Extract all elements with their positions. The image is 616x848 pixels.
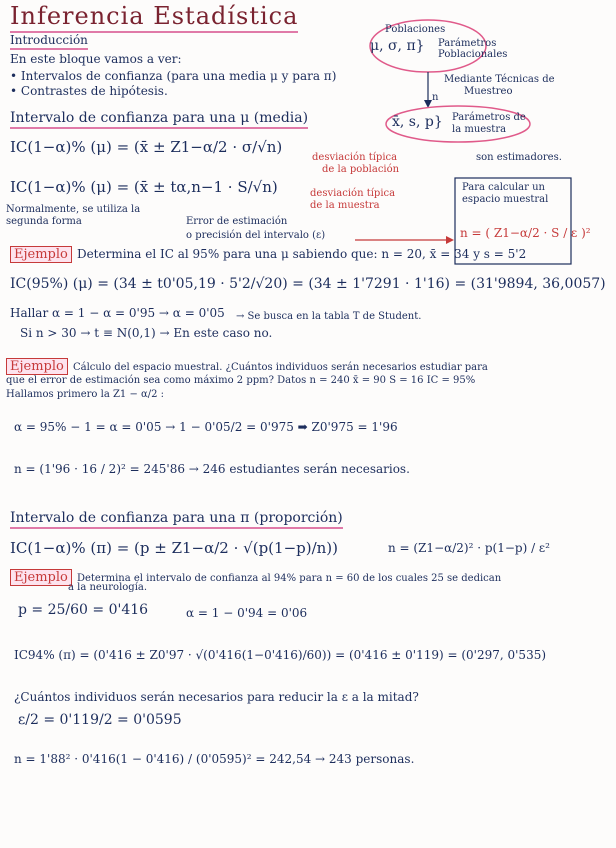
section-heading-proportion: Intervalo de confianza para una π (proporción) bbox=[10, 510, 343, 529]
example-text: Cálculo del espacio muestral. ¿Cuántos individuos serán necesarios estudiar para bbox=[72, 362, 488, 373]
sampling-label: Mediante Técnicas de bbox=[444, 74, 555, 85]
n-label: n bbox=[432, 92, 439, 103]
intro-item: • Contrastes de hipótesis. bbox=[10, 84, 168, 98]
estimators-note: son estimadores. bbox=[476, 152, 562, 163]
example-3-ic: IC94% (π) = (0'416 ± Z0'97 · √(0'416(1−0'416)/60)) = (0'416 ± 0'119) = (0'297, 0'535) bbox=[14, 648, 547, 662]
example-2-n: n = (1'96 · 16 / 2)² = 245'86 → 246 estudiantes serán necesarios. bbox=[14, 462, 410, 476]
example-label: Ejemplo bbox=[10, 246, 72, 263]
note-sample-sd: de la muestra bbox=[310, 200, 380, 211]
sample-desc: Parámetros de bbox=[452, 112, 526, 123]
example-1 bbox=[10, 243, 526, 262]
example-3-alpha: α = 1 − 0'94 = 0'06 bbox=[186, 606, 308, 620]
example-3-epsilon: ε/2 = 0'119/2 = 0'0595 bbox=[18, 712, 182, 728]
population-params: μ, σ, π} bbox=[370, 38, 425, 54]
ci-formula-s: IC(1−α)% (μ) = (x̄ ± tα,n−1 · S/√n) bbox=[10, 178, 278, 196]
section-heading-mean: Intervalo de confianza para una μ (media) bbox=[10, 110, 308, 129]
error-label: o precisión del intervalo (ε) bbox=[186, 230, 326, 241]
sample-size-formula: n = ( Z1−α/2 · S / ε )² bbox=[460, 226, 591, 240]
intro-lead: En este bloque vamos a ver: bbox=[10, 52, 182, 66]
note-pop-sd: desviación típica bbox=[312, 152, 398, 163]
example-1-formula: IC(95%) (μ) = (34 ± t0'05,19 · 5'2/√20) = (34 ± 1'7291 · 1'16) = (31'9894, 36,0057) bbox=[10, 276, 606, 292]
example-text: Determina el IC al 95% para una μ sabiendo que: n = 20, x̄ = 34 y s = 5'2 bbox=[76, 247, 527, 261]
ci-formula-proportion: IC(1−α)% (π) = (p ± Z1−α/2 · √(p(1−p)/n)) bbox=[10, 539, 339, 557]
note-pop-sd: de la población bbox=[322, 164, 400, 175]
sample-size-proportion: n = (Z1−α/2)² · p(1−p) / ε² bbox=[388, 541, 550, 555]
page-title: Inferencia Estadística bbox=[10, 2, 298, 33]
intro-item: • Intervalos de confianza (para una media μ y para π) bbox=[10, 69, 337, 83]
example-3-n: n = 1'88² · 0'416(1 − 0'416) / (0'0595)² = 242,54 → 243 personas. bbox=[14, 752, 415, 766]
example-2 bbox=[6, 355, 488, 374]
box-label: Para calcular un bbox=[462, 182, 545, 193]
error-label: Error de estimación bbox=[186, 216, 288, 227]
population-label: Poblaciones bbox=[385, 24, 446, 35]
example-2-text: que el error de estimación sea como máximo 2 ppm? Datos n = 240 x̄ = 90 S = 16 IC = 95% bbox=[6, 375, 476, 386]
population-desc: Parámetros Poblacionales bbox=[438, 38, 508, 60]
sampling-label: Muestreo bbox=[464, 86, 513, 97]
ci-formula-sigma: IC(1−α)% (μ) = (x̄ ± Z1−α/2 · σ/√n) bbox=[10, 138, 283, 156]
normally-note: segunda forma bbox=[6, 216, 82, 227]
example-2-calc: α = 95% − 1 = α = 0'05 → 1 − 0'05/2 = 0'975 ➡ Z0'975 = 1'96 bbox=[14, 420, 398, 434]
example-3-question: ¿Cuántos individuos serán necesarios para reducir la ε a la mitad? bbox=[14, 690, 419, 704]
example-3-text: a la neurología. bbox=[68, 582, 148, 593]
sample-params: x̄, s, p} bbox=[392, 114, 443, 130]
example-label: Ejemplo bbox=[6, 358, 68, 375]
example-text: Determina el intervalo de confianza al 94% para n = 60 de los cuales 25 se dedican bbox=[76, 573, 502, 584]
example-2-text: Hallamos primero la Z1 − α/2 : bbox=[6, 389, 165, 400]
example-3-p: p = 25/60 = 0'416 bbox=[18, 602, 149, 618]
normally-note: Normalmente, se utiliza la bbox=[6, 204, 141, 215]
example-label: Ejemplo bbox=[10, 569, 72, 586]
example-1-alpha: Hallar α = 1 − α = 0'95 → α = 0'05 bbox=[10, 306, 225, 320]
box-label: espacio muestral bbox=[462, 194, 549, 205]
example-1-large-n: Si n > 30 → t ≡ N(0,1) → En este caso no. bbox=[20, 326, 273, 340]
intro-heading: Introducción bbox=[10, 33, 88, 50]
sample-desc: la muestra bbox=[452, 124, 507, 135]
example-1-note: → Se busca en la tabla T de Student. bbox=[236, 311, 422, 322]
note-sample-sd: desviación típica bbox=[310, 188, 396, 199]
